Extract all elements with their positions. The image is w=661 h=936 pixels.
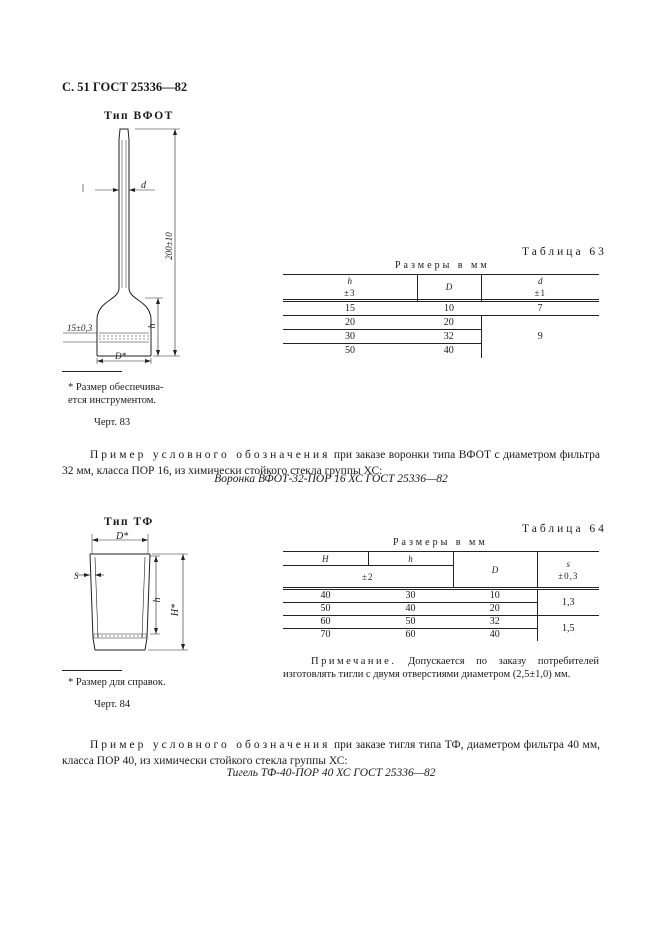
t64-head-s: s xyxy=(566,558,570,569)
table-cell: 32 xyxy=(453,616,537,629)
table63 xyxy=(283,274,599,358)
example1-label: Пример условного обозначения xyxy=(90,449,331,461)
fig84-label-s: S xyxy=(74,571,79,581)
t64-head-H: H xyxy=(283,552,368,566)
fig83-label-D: D* xyxy=(115,351,126,361)
table-cell: 30 xyxy=(283,330,417,344)
table-cell: 15 xyxy=(283,302,417,316)
table-cell: 50 xyxy=(368,616,453,629)
example2-designation: Тигель ТФ-40-ПОР 40 ХС ГОСТ 25336—82 xyxy=(226,767,436,779)
fig84-label-H: H* xyxy=(170,603,181,617)
page-header: С. 51 ГОСТ 25336—82 xyxy=(62,80,188,94)
table-cell: 10 xyxy=(453,590,537,603)
fig83-caption: Черт. 83 xyxy=(94,417,131,428)
table-cell: 1,5 xyxy=(537,616,599,642)
example2-paragraph xyxy=(62,737,600,769)
table-cell: 40 xyxy=(368,603,453,616)
table-cell: 60 xyxy=(405,629,416,640)
table63-caption: Таблица 63 xyxy=(522,246,607,258)
table-cell: 32 xyxy=(417,330,481,344)
fig84-drawing xyxy=(60,530,195,662)
table-cell: 50 xyxy=(283,603,368,616)
table64-note xyxy=(283,655,599,681)
example2-label: Пример условного обозначения xyxy=(90,739,331,751)
table64-subtitle: Размеры в мм xyxy=(393,537,488,548)
fig83-label-filter: 15±0,3 xyxy=(67,323,93,333)
fig84-footnote: * Размер для справок. xyxy=(68,677,166,688)
example1-designation: Воронка ВФОТ-32-ПОР 16 ХС ГОСТ 25336—82 xyxy=(214,473,448,485)
table64-note-label: Примечание. xyxy=(311,656,397,667)
fig83-label-h: h xyxy=(147,323,158,329)
table-cell: 40 xyxy=(283,590,368,603)
fig84-label-h: h xyxy=(152,597,163,603)
t63-head-h: h xyxy=(347,276,352,286)
table-cell: 40 xyxy=(489,629,500,640)
t64-head-h: h xyxy=(368,552,453,566)
fig83-drawing xyxy=(55,128,190,366)
table-cell: 40 xyxy=(443,344,454,356)
table-cell: 50 xyxy=(345,344,355,356)
table-cell: 70 xyxy=(320,629,331,640)
t64-head-s-tol: ±0,3 xyxy=(558,570,579,581)
fig83-title: Тип ВФОТ xyxy=(104,110,174,122)
table-cell: 20 xyxy=(417,316,481,330)
table-cell: 1,3 xyxy=(537,590,599,616)
fig84-caption: Черт. 84 xyxy=(94,699,131,710)
t63-head-D: D xyxy=(417,275,481,300)
table64-note-text: Допускается по заказу потребителей изготовлять тигли с двумя отверстиями диаметром (2,5±1,0) мм. xyxy=(283,656,599,680)
table-cell: 20 xyxy=(283,316,417,330)
fig83-footnote: * Размер обеспечива- ется инструментом. xyxy=(68,382,164,406)
fig83-label-d: d xyxy=(141,180,146,191)
fig83-footnote-rule xyxy=(62,371,122,372)
t64-head-tol: ±2 xyxy=(283,566,453,588)
t63-head-h-tol: ±3 xyxy=(344,288,356,298)
fig84-label-D: D* xyxy=(116,531,129,542)
table-row xyxy=(283,590,599,603)
t63-head-d: d xyxy=(538,276,543,286)
table-cell: 20 xyxy=(453,603,537,616)
table-cell: 60 xyxy=(283,616,368,629)
table63-subtitle: Размеры в мм xyxy=(395,260,490,271)
example2-text: при заказе тигля типа ТФ, диаметром фильтра 40 мм, класса ПОР 40, из химически стойкого стекла группы ХС: xyxy=(62,739,600,767)
table-row xyxy=(283,616,599,629)
table64 xyxy=(283,551,599,641)
table-row xyxy=(283,316,599,330)
table-cell: 30 xyxy=(368,590,453,603)
fig84-footnote-rule xyxy=(62,670,122,671)
table-cell: 9 xyxy=(481,316,599,358)
example1-text: при заказе воронки типа ВФОТ с диаметром фильтра 32 мм, класса ПОР 16, из химически стойкого стекла группы ХС: xyxy=(62,449,600,477)
table-cell: 10 xyxy=(417,302,481,316)
fig83-label-length: 200±10 xyxy=(164,232,174,260)
t64-head-D: D xyxy=(453,552,537,588)
table-row xyxy=(283,302,599,316)
t63-head-d-tol: ±1 xyxy=(534,288,546,298)
fig84-title: Тип ТФ xyxy=(104,516,154,528)
table-cell: 7 xyxy=(481,302,599,316)
table64-caption: Таблица 64 xyxy=(522,523,607,535)
